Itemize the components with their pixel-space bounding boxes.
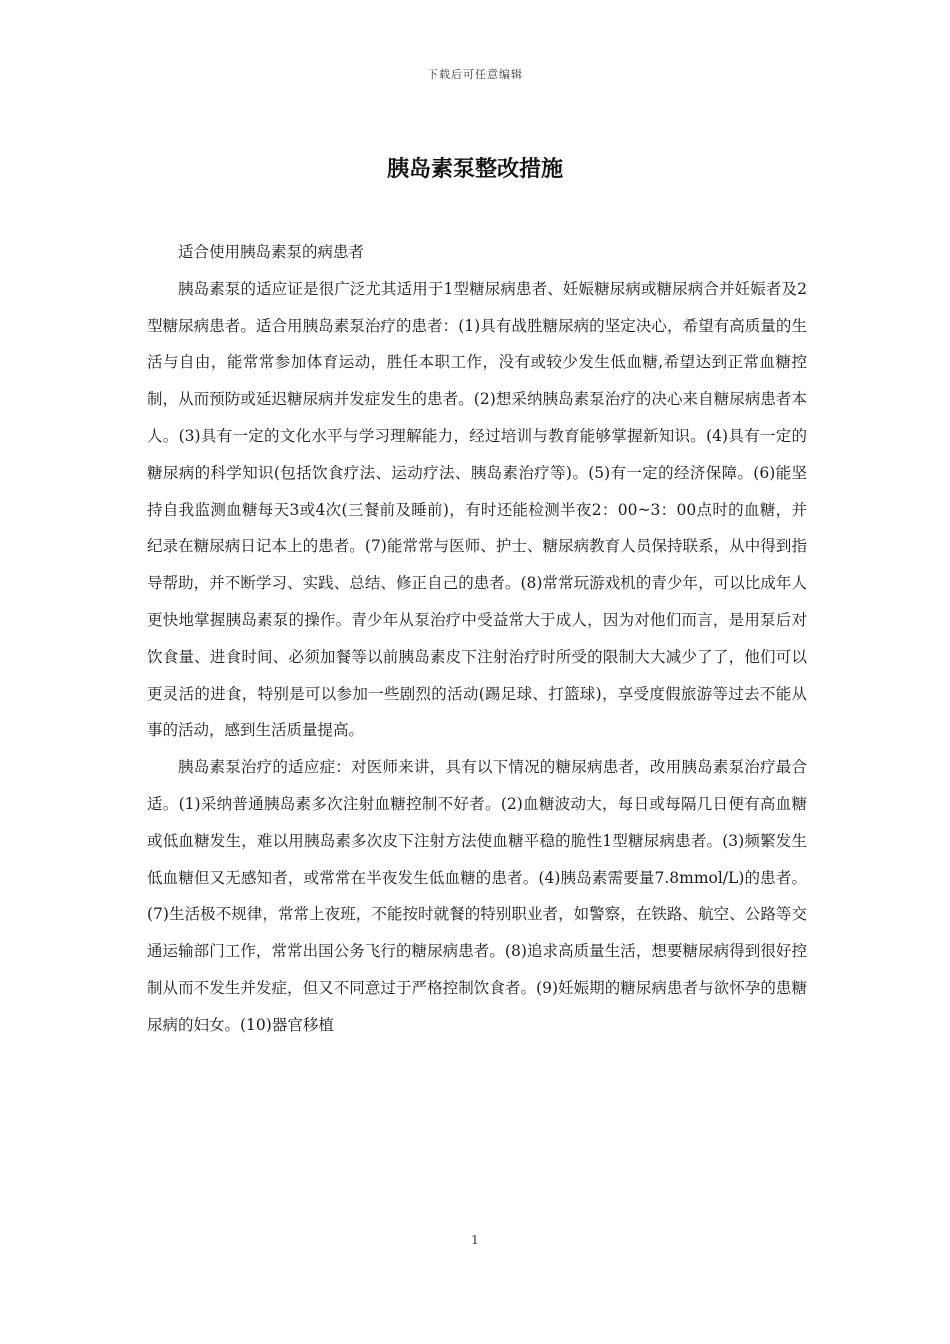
document-title: 胰岛素泵整改措施 — [386, 156, 563, 182]
document-body — [147, 234, 807, 1044]
page-number: 1 — [471, 1233, 479, 1247]
paragraph-treatment-indications: 胰岛素泵治疗的适应症：对医师来讲，具有以下情况的糖尿病患者，改用胰岛素泵治疗最合适。(1)采纳普通胰岛素多次注射血糖控制不好者。(2)血糖波动大，每日或每隔几日便有高血糖或低血糖发生，难以用胰岛素多次皮下注射方法使血糖平稳的脆性1型糖尿病患者。(3)频繁发生低血糖但又无感知者，或常常在半夜发生低血糖的患者。(4)胰岛素需要量7.8mmol/L)的患者。(7)生活极不规律，常常上夜班，不能按时就餐的特别职业者，如警察，在铁路、航空、公路等交通运输部门工作，常常出国公务飞行的糖尿病患者。(8)追求高质量生活，想要糖尿病得到很好控制从而不发生并发症，但又不同意过于严格控制饮食者。(9)妊娠期的糖尿病患者与欲怀孕的患糖尿病的妇女。(10)器官移植 — [147, 758, 807, 1034]
header-note: 下载后可任意编辑 — [427, 68, 523, 81]
paragraph-indications: 胰岛素泵的适应证是很广泛尤其适用于1型糖尿病患者、妊娠糖尿病或糖尿病合并妊娠者及2型糖尿病患者。适合用胰岛素泵治疗的患者：(1)具有战胜糖尿病的坚定决心，希望有高质量的生活与自由，能常常参加体育运动，胜任本职工作，没有或较少发生低血糖,希望达到正常血糖控制，从而预防或延迟糖尿病并发症发生的患者。(2)想采纳胰岛素泵治疗的决心来自糖尿病患者本人。(3)具有一定的文化水平与学习理解能力，经过培训与教育能够掌握新知识。(4)具有一定的糖尿病的科学知识(包括饮食疗法、运动疗法、胰岛素治疗等)。(5)有一定的经济保障。(6)能坚持自我监测血糖每天3或4次(三餐前及睡前)，有时还能检测半夜2：00~3：00点时的血糖，并纪录在糖尿病日记本上的患者。(7)能常常与医师、护士、糖尿病教育人员保持联系，从中得到指导帮助，并不断学习、实践、总结、修正自己的患者。(8)常常玩游戏机的青少年，可以比成年人更快地掌握胰岛素泵的操作。青少年从泵治疗中受益常大于成人，因为对他们而言，是用泵后对饮食量、进食时间、必须加餐等以前胰岛素皮下注射治疗时所受的限制大大减少了了，他们可以更灵活的进食，特别是可以参加一些剧烈的活动(踢足球、打篮球)，享受度假旅游等过去不能从事的活动，感到生活质量提高。 — [147, 279, 807, 740]
section-heading: 适合使用胰岛素泵的病患者 — [178, 243, 365, 261]
